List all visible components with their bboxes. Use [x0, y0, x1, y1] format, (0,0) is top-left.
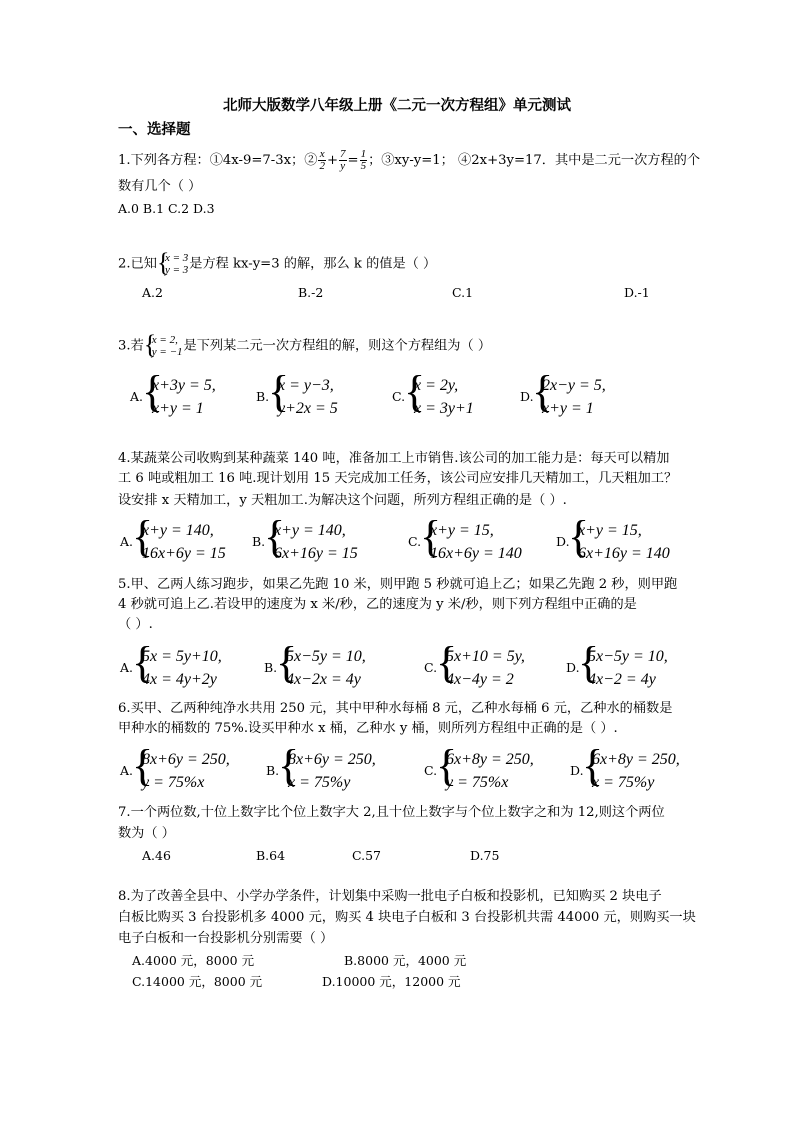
- question-8-line-1: 8.为了改善全县中、小学办学条件，计划集中采购一批电子白板和投影机，已知购买 2 块电子: [118, 889, 662, 904]
- q8-option-c[interactable]: C.14000 元，8000 元: [132, 974, 263, 989]
- worksheet-page: 北师大版数学八年级上册《二元一次方程组》单元测试 一、选择题 1.下列各方程：①4x-9=7-3x；② $\frac{x}{2}$ + $\frac{7}{y}$ = $\frac{1}{5}$ ；③xy-y=1； ④2x+3y=17．其中是二元一次方程的个 数有几个（ ） A.0 B.1 C.2 D.3 2.已知 { x = 3 y = 3 是方程 kx-y=3 的解，那么 k 的值是（ ） A.2 B.-2 C.1 D.-1 3.若 { x = 2, y = −1 是下列某二元一次方程组的解，则这个方程组为（ ） A. { x+3y = 5, x+y = 1 B. { x = y−3, y+2x = 5 C. { x = 2y, x = 3y+1 D. { 2x−y = 5, x+y = 1 4.某蔬菜公司收购到某种蔬菜 140 吨，准备加工上市销售.该公司的加工能力是：每天可以精加 工 6 吨或粗加工 16 吨.现计划用 15 天完成加工任务，该公司应安排几天精加工，几天粗加工？ 设安排 x 天精加工，y 天粗加工.为解决这个问题，所列方程组正确的是（ ）. A. { x+y = 140, 16x+6y = 15 B. { x+y = 140, 6x+16y = 15 C. { x+y = 15, 16x+6y = 140 D. { x+y = 15, 6x+16y = 140 5.甲、乙两人练习跑步，如果乙先跑 10 米，则甲跑 5 秒就可追上乙；如果乙先跑 2 秒，则甲跑 4 秒就可追上乙.若设甲的速度为 x 米/秒，乙的速度为 y 米/秒，则下列方程组中正确的是 （ ）. A. { 5x = 5y+10, 4x = 4y+2y B. { 5x−5y = 10, 4x−2x = 4y C. { 5x+10 = 5y, 4x−4y = 2 D. { 5x−5y = 10, 4x−2 = 4y 6.买甲、乙两种纯净水共用 250 元，其中甲种水每桶 8 元，乙种水每桶 6 元，乙种水的桶数是 甲种水的桶数的 75%.设买甲种水 x 桶，乙种水 y 桶，则所列方程组中正确的是（ ）. A. { 8x+6y = 250, y = 75%x B. { 8x+6y = 250, x = 75%y C. { 6x+8y = 250, y = 75%x D. { 6x+8y = 250, x = 75%y 7.一个两位数,十位上数字比个位上数字大 2,且十位上数字与个位上数字之和为 12,则这个两位 数为（ ） A.46 B.64 C.57 D.75 8.为了改善全县中、小学办学条件，计划集中采购一批电子白板和投影机，已知购买 2 块电子 白板比购买 3 台投影机多 4000 元，购买 4 块电子白板和 3 台投影机共需 44000 元，则购买一块 电子白板和一台投影机分别需要（ ） A.4000 元，8000 元 B.8000 元，4000 元 C.14000 元，8000 元 D.10000 元，12000 元: [0, 0, 794, 1123]
- question-8-line-3: 电子白板和一台投影机分别需要（ ）: [118, 931, 334, 946]
- question-8-line-2: 白板比购买 3 台投影机多 4000 元，购买 4 块电子白板和 3 台投影机共需 44000 元，则购买一块: [118, 910, 696, 925]
- question-1-line-1: [118, 149, 700, 172]
- question-5-line-3: （ ）.: [118, 617, 153, 632]
- q1-plus: +: [326, 153, 338, 168]
- q3-solution-system: { x = 2, y = −1: [143, 330, 183, 359]
- question-3-line-1: [118, 330, 492, 359]
- q1-fraction-1: $\frac{x}{2}$: [319, 148, 325, 172]
- question-5-line-2: 4 秒就可追上乙.若设甲的速度为 x 米/秒，乙的速度为 y 米/秒，则下列方程组中正确的是: [118, 597, 637, 612]
- q8-option-d[interactable]: D.10000 元，12000 元: [322, 974, 461, 989]
- q1-text-suffix: ；③xy-y=1； ④2x+3y=17．其中是二元一次方程的个: [368, 153, 701, 168]
- q2-text-prefix: 2.已知: [118, 256, 157, 272]
- page-title: 北师大版数学八年级上册《二元一次方程组》单元测试: [223, 98, 571, 114]
- question-7-line-1: 7.一个两位数,十位上数字比个位上数字大 2,且十位上数字与个位上数字之和为 12,则这个两位: [118, 805, 665, 820]
- q8-option-a[interactable]: A.4000 元，8000 元: [132, 953, 255, 968]
- question-4-line-2: 工 6 吨或粗加工 16 吨.现计划用 15 天完成加工任务，该公司应安排几天精加工，几天粗加工？: [118, 471, 678, 486]
- q7-option-c[interactable]: C.57: [352, 848, 381, 863]
- q7-option-a[interactable]: A.46: [142, 848, 171, 863]
- question-5-line-1: 5.甲、乙两人练习跑步，如果乙先跑 10 米，则甲跑 5 秒就可追上乙；如果乙先跑 2 秒，则甲跑: [118, 577, 678, 592]
- q2-option-d[interactable]: D.-1: [624, 285, 650, 300]
- q7-option-b[interactable]: B.64: [256, 848, 286, 863]
- q2-option-b[interactable]: B.-2: [298, 285, 324, 300]
- question-4-line-3: 设安排 x 天精加工，y 天粗加工.为解决这个问题，所列方程组正确的是（ ）.: [118, 493, 567, 508]
- q2-option-c[interactable]: C.1: [452, 285, 474, 300]
- q8-option-b[interactable]: B.8000 元，4000 元: [344, 953, 467, 968]
- question-2-line-1: [118, 248, 437, 277]
- q1-fraction-2: $\frac{7}{y}$: [340, 148, 346, 172]
- question-1-line-2: 数有几个（ ）: [118, 179, 202, 194]
- section-heading: 一、选择题: [118, 122, 191, 138]
- question-4-line-1: 4.某蔬菜公司收购到某种蔬菜 140 吨，准备加工上市销售.该公司的加工能力是：每天可以精加: [118, 451, 670, 466]
- q2-option-a[interactable]: A.2: [142, 285, 163, 300]
- q2-solution-system: { x = 3 y = 3: [156, 248, 189, 277]
- q1-equals: =: [347, 153, 359, 168]
- q2-text-suffix: 是方程 kx-y=3 的解，那么 k 的值是（ ）: [189, 256, 437, 272]
- question-6-line-2: 甲种水的桶数的 75%.设买甲种水 x 桶，乙种水 y 桶，则所列方程组中正确的是（ ）.: [118, 721, 618, 736]
- q1-fraction-3: $\frac{1}{5}$: [360, 148, 367, 172]
- question-6-line-1: 6.买甲、乙两种纯净水共用 250 元，其中甲种水每桶 8 元，乙种水每桶 6 元，乙种水的桶数是: [118, 701, 673, 716]
- q1-text-prefix: 1.下列各方程：①4x-9=7-3x；②: [118, 153, 318, 168]
- question-7-line-2: 数为（ ）: [118, 826, 175, 841]
- q3-text-suffix: 是下列某二元一次方程组的解，则这个方程组为（ ）: [183, 338, 492, 354]
- q3-text-prefix: 3.若: [118, 338, 144, 354]
- question-1-options: A.0 B.1 C.2 D.3: [118, 201, 215, 216]
- q7-option-d[interactable]: D.75: [470, 848, 500, 863]
